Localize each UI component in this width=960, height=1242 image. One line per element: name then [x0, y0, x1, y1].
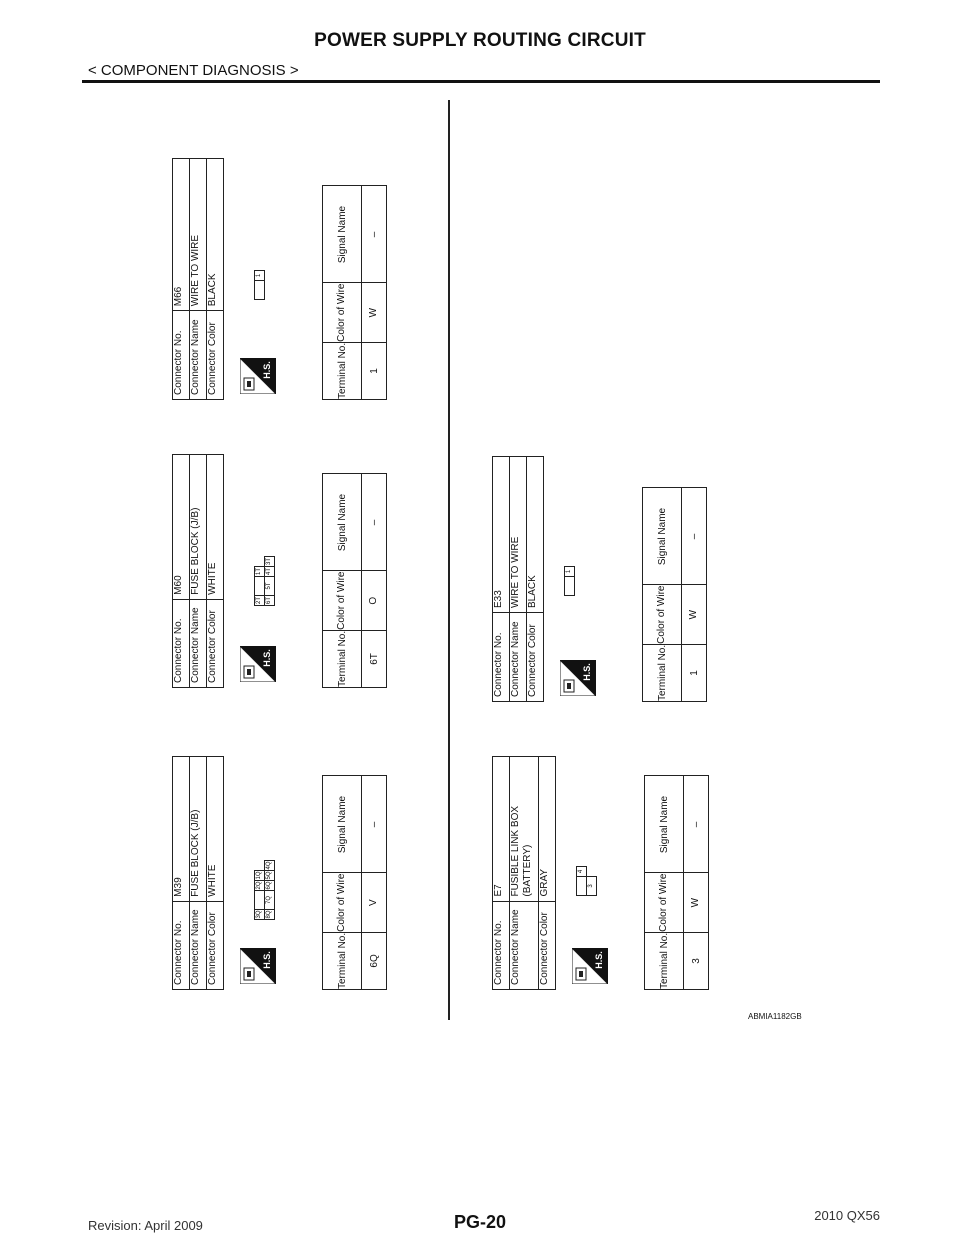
hs-icon	[240, 646, 276, 682]
connector-color-value: WHITE	[207, 455, 224, 600]
wire-color-value: W	[362, 283, 387, 342]
terminal-no-value: 6Q	[362, 932, 387, 989]
connector-name-value: WIRE TO WIRE	[190, 159, 207, 311]
terminal-no-value: 6T	[362, 630, 387, 687]
connector-color-value: BLACK	[527, 457, 544, 613]
connector-no-label: Connector No.	[493, 613, 510, 702]
page-title: POWER SUPPLY ROUTING CIRCUIT	[314, 30, 646, 51]
connector-color-label: Connector Color	[539, 901, 556, 989]
connector-pin: 4Q	[265, 861, 275, 871]
connector-no-value: M39	[173, 757, 190, 902]
connector-key	[255, 891, 265, 910]
connector-no-value: E7	[493, 757, 510, 902]
connector-info-table	[492, 756, 556, 990]
connector-no-label: Connector No.	[493, 901, 510, 989]
figure-id: ABMIA1182GB	[748, 1012, 802, 1021]
connector-pin: 1	[255, 271, 265, 281]
signal-name-value: –	[682, 488, 707, 585]
terminal-row	[684, 776, 709, 990]
connector-pin: 2Q	[255, 881, 265, 891]
connector-face	[254, 860, 275, 920]
signal-name-header: Signal Name	[323, 186, 362, 283]
wire-color-header: Color of Wire	[645, 873, 684, 932]
connector-info-table	[172, 454, 224, 688]
footer-model: 2010 QX56	[814, 1208, 880, 1223]
hs-icon	[560, 660, 596, 696]
connector-face	[576, 866, 597, 896]
terminal-table	[642, 488, 707, 703]
footer-page-number: PG-20	[453, 1212, 507, 1232]
connector-info-table	[492, 456, 544, 702]
connector-pin: 3T	[265, 557, 275, 567]
wire-color-value: W	[682, 585, 707, 644]
terminal-no-value: 1	[682, 644, 707, 701]
hs-icon	[240, 948, 276, 984]
connector-no-label: Connector No.	[173, 311, 190, 400]
connector-pin: 6T	[265, 596, 275, 606]
connector-name-label: Connector Name	[190, 311, 207, 400]
connector-key	[577, 877, 587, 896]
connector-info-table	[172, 756, 224, 990]
connector-name-label: Connector Name	[510, 613, 527, 702]
terminal-no-header: Terminal No.	[323, 630, 362, 687]
wire-color-value: O	[362, 571, 387, 630]
signal-name-value: –	[362, 186, 387, 283]
signal-name-value: –	[362, 474, 387, 571]
terminal-table	[322, 776, 387, 991]
connector-color-label: Connector Color	[207, 311, 224, 400]
connector-pin: 5T	[265, 577, 275, 596]
hs-icon	[572, 948, 608, 984]
wire-color-header: Color of Wire	[643, 585, 682, 644]
signal-name-header: Signal Name	[323, 474, 362, 571]
terminal-row	[362, 186, 387, 400]
connector-pin: 3Q	[255, 910, 265, 920]
connector-info-table	[172, 158, 224, 400]
connector-name-label: Connector Name	[510, 901, 539, 989]
wire-color-value: W	[684, 873, 709, 932]
connector-no-value: E33	[493, 457, 510, 613]
connector-no-value: M60	[173, 455, 190, 600]
terminal-table	[322, 186, 387, 401]
connector-pin: 8Q	[265, 910, 275, 920]
connector-face	[564, 566, 575, 596]
hs-label: H.S.	[262, 649, 272, 667]
signal-name-value: –	[362, 776, 387, 873]
connector-pin: 6Q	[265, 881, 275, 891]
wire-color-header: Color of Wire	[323, 873, 362, 932]
hs-label: H.S.	[262, 951, 272, 969]
wire-color-value: V	[362, 873, 387, 932]
connector-name-value: FUSE BLOCK (J/B)	[190, 455, 207, 600]
connector-no-label: Connector No.	[173, 599, 190, 687]
connector-no-label: Connector No.	[173, 901, 190, 989]
connector-name-value: FUSE BLOCK (J/B)	[190, 757, 207, 902]
connector-no-value: M66	[173, 159, 190, 311]
connector-color-value: BLACK	[207, 159, 224, 311]
connector-pin: 4T	[265, 567, 275, 577]
connector-pin: 1	[565, 567, 575, 577]
connector-pin: 7Q	[265, 891, 275, 910]
terminal-no-header: Terminal No.	[323, 932, 362, 989]
connector-color-value: GRAY	[539, 757, 556, 902]
connector-key	[255, 281, 265, 300]
connector-pin: 3	[587, 877, 597, 896]
signal-name-header: Signal Name	[645, 776, 684, 873]
terminal-no-value: 1	[362, 342, 387, 399]
signal-name-value: –	[684, 776, 709, 873]
connector-pin: 2T	[255, 596, 265, 606]
connector-face	[254, 270, 265, 300]
signal-name-header: Signal Name	[323, 776, 362, 873]
connector-pin: 1T	[255, 567, 265, 577]
terminal-no-header: Terminal No.	[643, 644, 682, 701]
terminal-no-header: Terminal No.	[323, 342, 362, 399]
terminal-no-value: 3	[684, 932, 709, 989]
terminal-no-header: Terminal No.	[645, 932, 684, 989]
breadcrumb: < COMPONENT DIAGNOSIS >	[88, 62, 299, 79]
footer-revision: Revision: April 2009	[88, 1218, 203, 1233]
connector-name-value: FUSIBLE LINK BOX (BATTERY)	[510, 757, 539, 902]
hs-label: H.S.	[262, 361, 272, 379]
terminal-row	[362, 776, 387, 990]
connector-pin: 4	[577, 867, 587, 877]
connector-color-value: WHITE	[207, 757, 224, 902]
connector-pin: 1Q	[255, 871, 265, 881]
connector-color-label: Connector Color	[207, 599, 224, 687]
hs-label: H.S.	[582, 663, 592, 681]
connector-color-label: Connector Color	[207, 901, 224, 989]
wire-color-header: Color of Wire	[323, 571, 362, 630]
center-divider	[448, 100, 450, 1020]
terminal-table	[322, 474, 387, 689]
connector-key	[255, 577, 265, 596]
hs-label: H.S.	[594, 951, 604, 969]
terminal-row	[682, 488, 707, 702]
connector-face	[254, 556, 275, 606]
terminal-table	[644, 776, 709, 991]
wire-color-header: Color of Wire	[323, 283, 362, 342]
connector-name-label: Connector Name	[190, 599, 207, 687]
hs-icon	[240, 358, 276, 394]
connector-name-label: Connector Name	[190, 901, 207, 989]
header-rule	[82, 80, 880, 83]
connector-color-label: Connector Color	[527, 613, 544, 702]
signal-name-header: Signal Name	[643, 488, 682, 585]
terminal-row	[362, 474, 387, 688]
connector-key	[565, 577, 575, 596]
connector-pin: 5Q	[265, 871, 275, 881]
connector-name-value: WIRE TO WIRE	[510, 457, 527, 613]
